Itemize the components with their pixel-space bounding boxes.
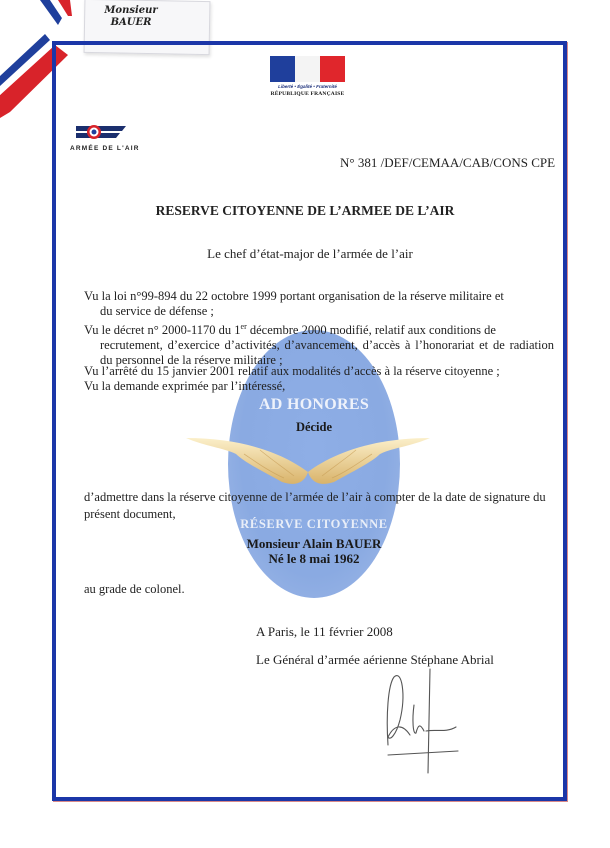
place-date: A Paris, le 11 février 2008 bbox=[256, 624, 393, 639]
reference-number: N° 381 /DEF/CEMAA/CAB/CONS CPE bbox=[340, 155, 556, 170]
name-tag-line1: Monsieur bbox=[104, 5, 158, 16]
recipient-block bbox=[200, 536, 428, 566]
emblem-ad-honores: AD HONORES bbox=[258, 396, 370, 413]
grade-text: au grade de colonel. bbox=[84, 582, 185, 596]
consideration-4: Vu la demande exprimée par l’intéressé, bbox=[84, 379, 286, 393]
name-tag-text bbox=[96, 5, 166, 29]
recipient-name: Monsieur Alain BAUER bbox=[246, 536, 382, 551]
consideration-3: Vu l’arrêté du 15 janvier 2001 relatif aux modalités d’accès à la réserve citoyenne ; bbox=[84, 364, 500, 378]
consideration-2: Vu le décret n° 2000-1170 du 1er décembre 2000 modifié, relatif aux conditions de recrutement, d’exercice d’activités, d’avancement, d’accès à l’honorariat et de radiation du personnel de la réserve militaire ; bbox=[84, 322, 554, 368]
issuer-line: Le chef d’état-major de l’armée de l’air bbox=[207, 246, 413, 261]
republic-name: RÉPUBLIQUE FRANÇAISE bbox=[270, 91, 345, 97]
emblem-reserve-citoyenne: RÉSERVE CITOYENNE bbox=[240, 517, 388, 531]
decision-heading: Décide bbox=[295, 420, 333, 434]
marianne-flag-icon bbox=[270, 56, 345, 82]
consideration-1: Vu la loi n°99-894 du 22 octobre 1999 portant organisation de la réserve militaire et du service de défense ; bbox=[84, 289, 504, 318]
admission-text: d’admettre dans la réserve citoyenne de l’armée de l’air à compter de la date de signature du présent document, bbox=[84, 490, 546, 521]
republique-francaise-logo bbox=[270, 56, 345, 102]
air-force-roundel-icon bbox=[74, 123, 132, 143]
recipient-birth: Né le 8 mai 1962 bbox=[268, 551, 360, 566]
document-title: RESERVE CITOYENNE DE L’ARMEE DE L’AIR bbox=[155, 203, 455, 218]
handwritten-signature bbox=[380, 665, 480, 775]
republic-motto: Liberté • Égalité • Fraternité bbox=[278, 84, 337, 89]
air-force-logo-text: ARMÉE DE L'AIR bbox=[70, 145, 140, 152]
signatory: Le Général d’armée aérienne Stéphane Abrial bbox=[256, 652, 494, 667]
armee-de-lair-logo bbox=[70, 123, 140, 155]
golden-wings-icon bbox=[184, 432, 432, 488]
name-tag-line2: BAUER bbox=[110, 17, 152, 28]
